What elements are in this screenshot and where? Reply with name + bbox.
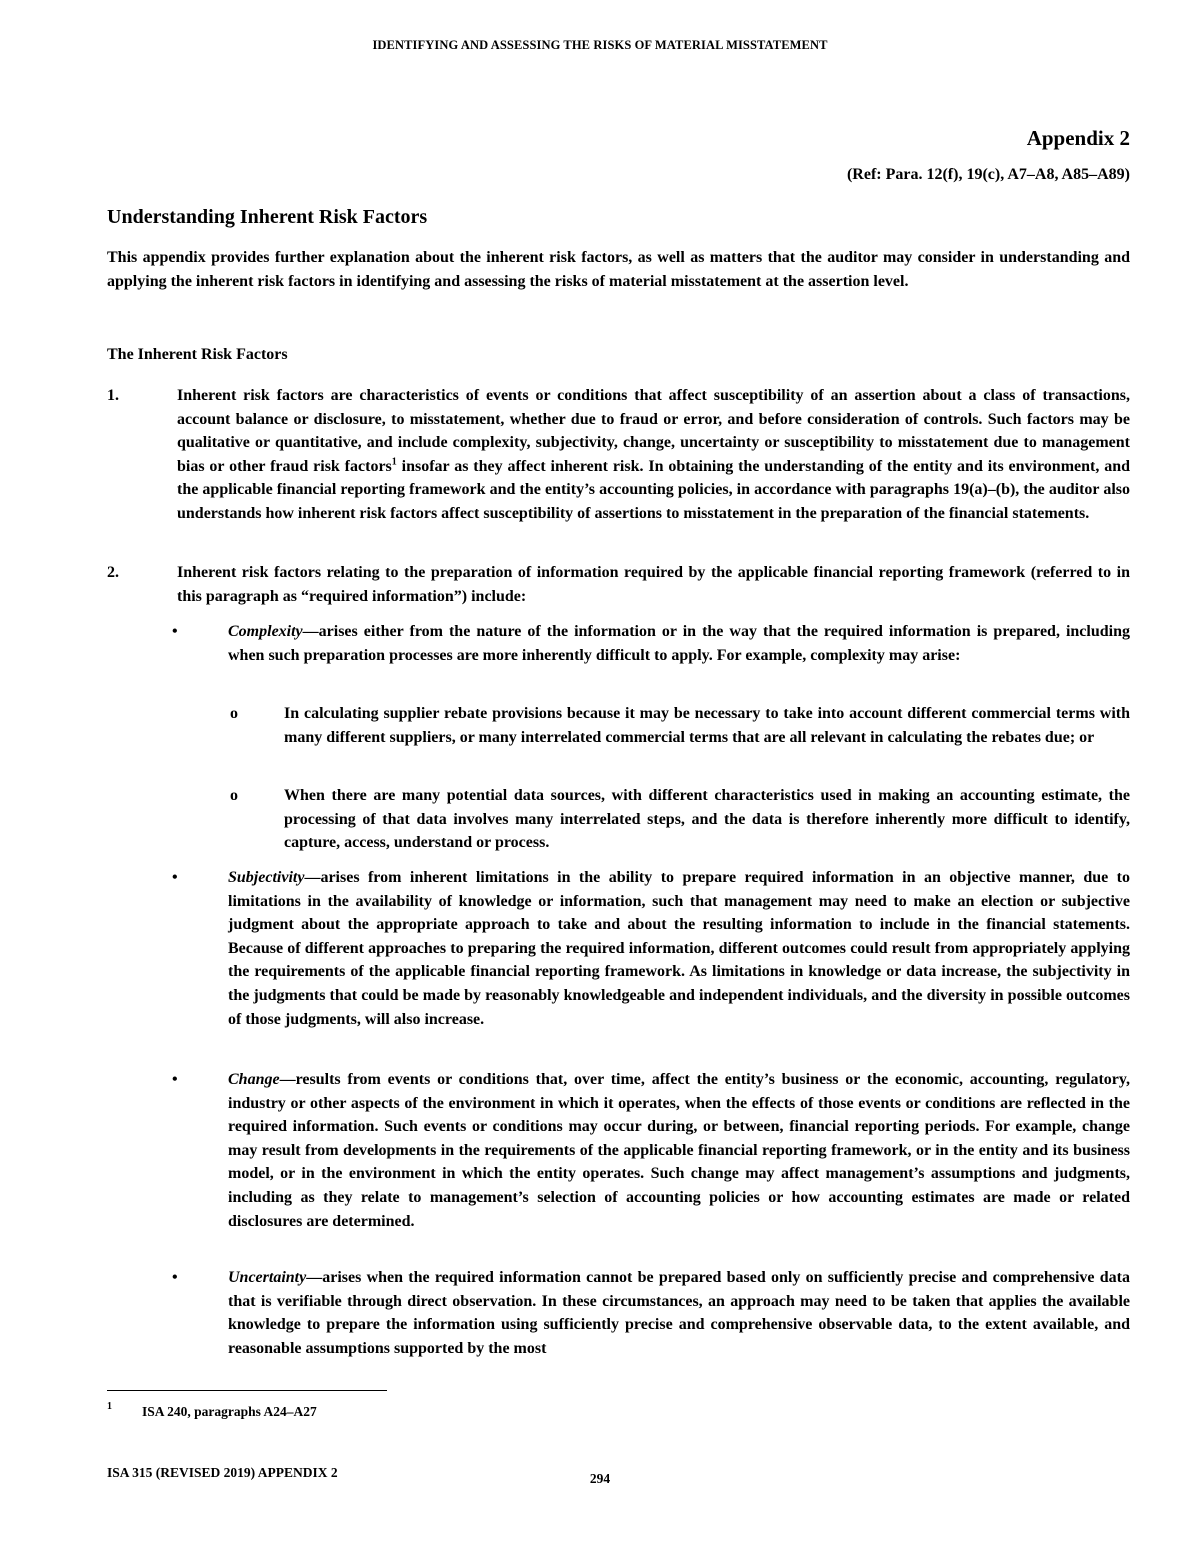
footnote-divider: [107, 1390, 387, 1391]
footer-document-id: ISA 315 (REVISED 2019) APPENDIX 2: [107, 1465, 338, 1480]
list-item-change: [170, 1068, 1130, 1233]
list-item-complexity: [170, 620, 1130, 667]
sub-list-item: [228, 702, 1130, 749]
appendix-title: Appendix 2: [1026, 126, 1130, 150]
appendix-reference: (Ref: Para. 12(f), 19(c), A7–A8, A85–A89): [846, 166, 1130, 183]
intro-paragraph: This appendix provides further explanation about the inherent risk factors, as well as matters that the auditor may consider in understanding and applying the inherent risk factors in identifying and assessing the risks of material misstatement at the assertion level.: [107, 249, 1130, 290]
circle-bullet-icon: o: [230, 787, 238, 804]
list-item-text: —arises when the required information cannot be prepared based only on sufficiently precise and comprehensive data that is verifiable through direct observation. In these circumstances, an approach may need to be taken that applies the available knowledge to prepare the information using sufficiently precise and comprehensive observable data, to the extent available, and reasonable assumptions supported by the most: [228, 1269, 1130, 1357]
footnote-text: ISA 240, paragraphs A24–A27: [142, 1404, 317, 1419]
list-item-text: —results from events or conditions that, over time, affect the entity’s business or the economic, accounting, regulatory, industry or other aspects of the environment in which it operates, when the effects of those events or conditions are reflected in the required information. Such events or conditions may occur during, or between, financial reporting periods. For example, change may result from developments in the requirements of the applicable financial reporting framework, or in the entity and its business model, or in the environment in which the entity operates. Such change may affect management’s assumptions and judgments, including as they relate to management’s selection of accounting policies or how accounting estimates are made or related disclosures are determined.: [228, 1071, 1130, 1230]
bullet-icon: •: [172, 869, 178, 886]
footnote-reference[interactable]: 1: [391, 456, 397, 468]
numbered-paragraph-1: [107, 384, 1130, 526]
section-heading: The Inherent Risk Factors: [107, 346, 288, 363]
bullet-icon: •: [172, 1269, 178, 1286]
circle-bullet-icon: o: [230, 705, 238, 722]
footnote-number: 1: [107, 1401, 112, 1412]
list-item-term: Uncertainty: [228, 1269, 307, 1286]
list-item-text: —arises from inherent limitations in the ability to prepare required information in an objective manner, due to limitations in the availability of knowledge or information, such that management may need to make an election or subjective judgment about the appropriate approach to take and about the resulting information to include in the financial statements. Because of different approaches to preparing the required information, different outcomes could result from appropriately applying the requirements of the applicable financial reporting framework. As limitations in knowledge or data increase, the subjectivity in the judgments that could be made by reasonably knowledgeable and independent individuals, and the diversity in possible outcomes of those judgments, will also increase.: [228, 869, 1130, 1028]
list-item-term: Change: [228, 1071, 280, 1088]
sub-list-item: [228, 784, 1130, 855]
running-head: IDENTIFYING AND ASSESSING THE RISKS OF MATERIAL MISSTATEMENT: [372, 38, 828, 52]
sub-list-item-text: In calculating supplier rebate provisions because it may be necessary to take into account different commercial terms with many different suppliers, or many interrelated commercial terms that are all relevant in calculating the rebates due; or: [284, 705, 1130, 746]
list-item-term: Subjectivity: [228, 869, 305, 886]
paragraph-text: Inherent risk factors relating to the preparation of information required by the applicable financial reporting framework (referred to in this paragraph as “required information”) include:: [177, 564, 1130, 605]
paragraph-text: [177, 384, 1130, 526]
list-item-text: —arises either from the nature of the information or in the way that the required information is prepared, including when such preparation processes are more inherently difficult to apply. For example, complexity may arise:: [228, 623, 1130, 664]
list-item-uncertainty: [170, 1266, 1130, 1360]
paragraph-text-part-b: insofar as they affect inherent risk. In obtaining the understanding of the entity and its environment, and the applicable financial reporting framework and the entity’s accounting policies, in accordance with paragraphs 19(a)–(b), the auditor also understands how inherent risk factors affect susceptibility of assertions to misstatement in the preparation of the financial statements.: [177, 457, 1131, 522]
sub-list-item-text: When there are many potential data sources, with different characteristics used in making an accounting estimate, the processing of that data involves many interrelated steps, and the data is therefore inherently more difficult to identify, capture, access, understand or process.: [284, 787, 1130, 852]
footnote: [107, 1401, 317, 1420]
list-item-subjectivity: [170, 866, 1130, 1031]
paragraph-number: 2.: [107, 564, 119, 581]
paragraph-number: 1.: [107, 387, 119, 404]
bullet-icon: •: [172, 623, 178, 640]
list-item-term: Complexity: [228, 623, 303, 640]
numbered-paragraph-2: [107, 561, 1130, 608]
paragraph-text-part-a: Inherent risk factors are characteristics of events or conditions that affect susceptibility of an assertion about a class of transactions, account balance or disclosure, to misstatement, whether due to fraud or error, and before consideration of controls. Such factors may be qualitative or quantitative, and include complexity, subjectivity, change, uncertainty or susceptibility to misstatement due to management bias or other fraud risk factors: [177, 387, 1130, 475]
page-number: 294: [589, 1471, 611, 1486]
bullet-icon: •: [172, 1071, 178, 1088]
page-title: Understanding Inherent Risk Factors: [107, 206, 428, 228]
